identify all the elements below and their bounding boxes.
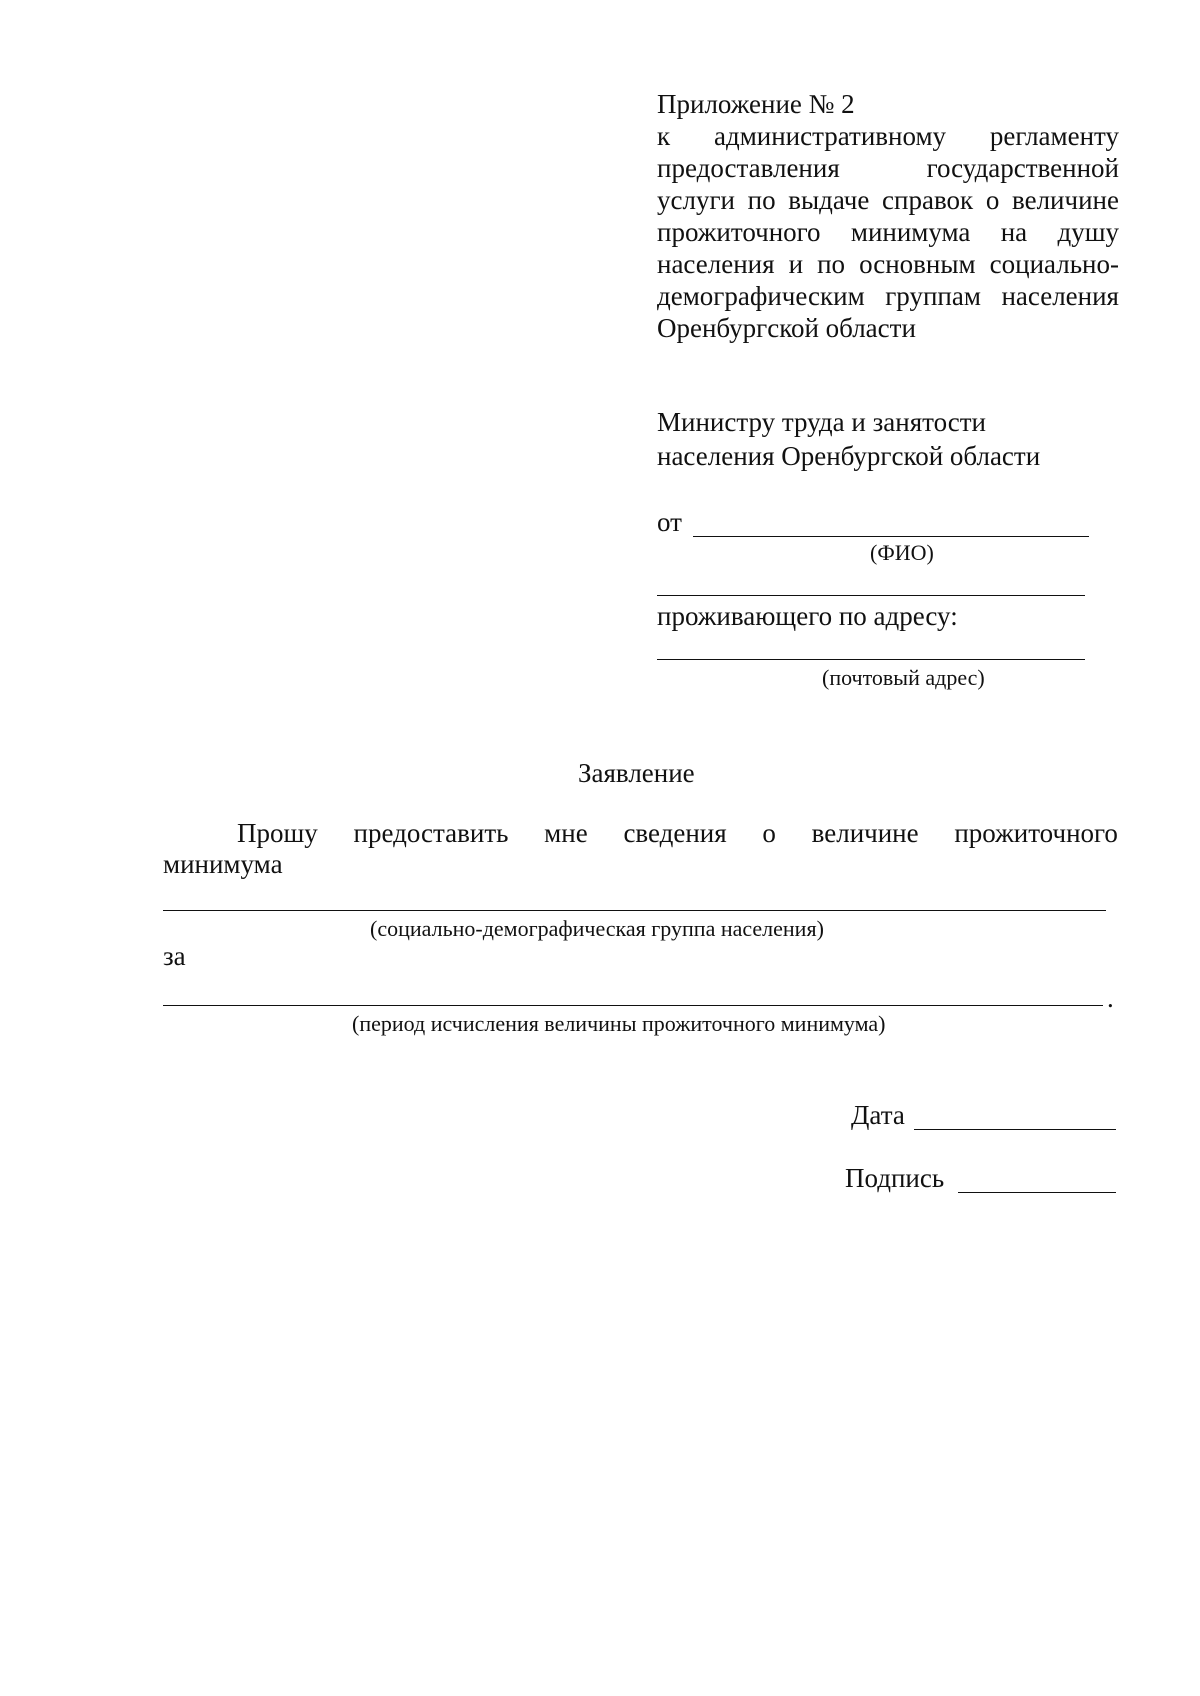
appendix-header (657, 88, 1119, 344)
date-label: Дата (851, 1100, 905, 1130)
appendix-line-1: к административному регламенту (657, 121, 1119, 151)
appendix-line-7: Оренбургской области (657, 313, 916, 343)
period-caption: (период исчисления величины прожиточного минимума) (352, 1011, 886, 1036)
statement-title: Заявление (578, 758, 695, 788)
group-caption: (социально-демографическая группа населения) (370, 916, 824, 941)
appendix-line-4: прожиточного минимума на душу (657, 217, 1119, 247)
statement-body-line-1: Прошу предоставить мне сведения о величине прожиточного (237, 818, 1118, 848)
statement-body-line-2: минимума (163, 849, 283, 879)
fio-continuation-line[interactable] (657, 595, 1085, 596)
from-label: от (657, 507, 682, 537)
appendix-line-3: услуги по выдаче справок о величине (657, 185, 1119, 215)
addressee-line-1: Министру труда и занятости (657, 407, 986, 437)
period-end-mark: . (1107, 983, 1114, 1013)
fio-field-line[interactable] (693, 536, 1089, 537)
appendix-line-2: предоставления государственной (657, 153, 1119, 183)
residing-label: проживающего по адресу: (657, 601, 958, 631)
group-field-line[interactable] (163, 910, 1106, 911)
fio-caption: (ФИО) (870, 540, 934, 565)
address-field-line[interactable] (657, 659, 1085, 660)
date-field-line[interactable] (914, 1129, 1116, 1130)
appendix-line-5: населения и по основным социально- (657, 249, 1119, 279)
addressee-line-2: населения Оренбургской области (657, 441, 1041, 471)
period-field-line[interactable] (163, 1005, 1103, 1006)
signature-field-line[interactable] (958, 1192, 1116, 1193)
appendix-title: Приложение № 2 (657, 89, 855, 119)
address-caption: (почтовый адрес) (822, 665, 985, 690)
signature-label: Подпись (845, 1163, 945, 1193)
appendix-line-6: демографическим группам населения (657, 281, 1119, 311)
for-label: за (163, 941, 186, 971)
